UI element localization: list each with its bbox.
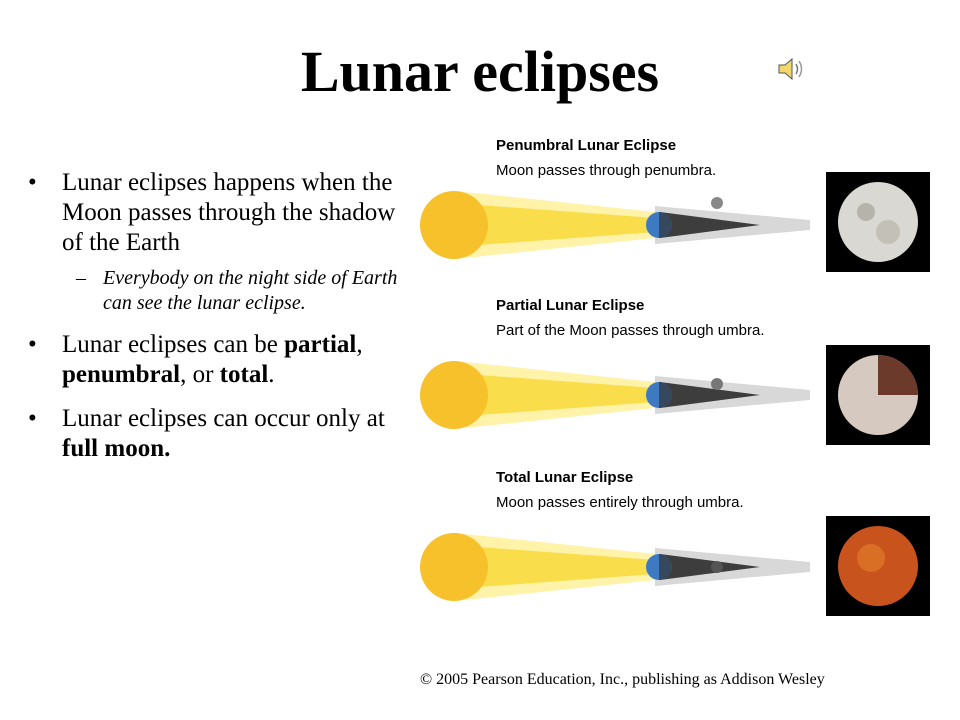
panel-desc-partial: Part of the Moon passes through umbra. [496,322,765,339]
bullet-1 [28,168,413,258]
panel-title-total: Total Lunar Eclipse [496,469,634,486]
moon-icon [711,197,723,209]
panel-title-partial: Partial Lunar Eclipse [496,297,645,314]
moon-icon [711,378,723,390]
slide-title: Lunar eclipses [300,39,660,104]
sub-bullet-1 [28,266,413,316]
term-penumbral: penumbral [62,361,181,388]
bullet-2-text: Lunar eclipses can be [62,331,285,358]
moon-icon [711,561,723,573]
separator: , or [180,361,220,388]
sun-icon [420,533,488,601]
term-full-moon: full moon. [62,435,171,462]
bullet-2 [28,330,413,390]
term-total: total [219,361,269,388]
panel-title-penumbral: Penumbral Lunar Eclipse [496,137,677,154]
dash-marker: – [76,267,86,289]
partial-eclipse-diagram [410,340,820,450]
sun-icon [420,191,488,259]
speaker-icon[interactable] [776,55,808,83]
bullet-3 [28,404,413,464]
partial-moon-photo [826,345,930,445]
total-moon-photo [826,516,930,616]
bullet-3-text: Lunar eclipses can occur only at [62,405,385,432]
period: . [268,361,275,388]
sub-bullet-1-text: Everybody on the night side of Earth can see the lunar eclipse. [103,267,398,314]
bullet-list [28,168,413,464]
term-partial: partial [284,331,357,358]
bullet-dot: • [28,169,37,196]
penumbral-moon-photo [826,172,930,272]
penumbral-eclipse-diagram [410,170,820,280]
panel-desc-penumbral: Moon passes through penumbra. [496,162,717,179]
panel-desc-total: Moon passes entirely through umbra. [496,494,744,511]
sun-icon [420,361,488,429]
bullet-dot: • [28,331,37,358]
copyright-credit: © 2005 Pearson Education, Inc., publishing as Addison Wesley [420,671,825,688]
separator: , [356,331,363,358]
total-eclipse-diagram [410,512,820,622]
bullet-1-text: Lunar eclipses happens when the Moon passes through the shadow of the Earth [62,169,396,256]
bullet-dot: • [28,405,37,432]
